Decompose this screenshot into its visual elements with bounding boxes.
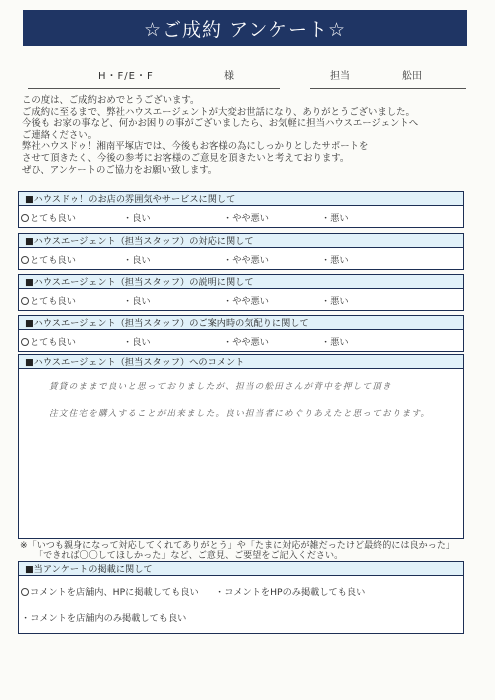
- intro-text: [22, 95, 472, 176]
- comment-note-line: 「できれば〇〇してほしかった」など、ご意見、ご要望をご記入ください。: [34, 551, 344, 561]
- selected-circle-icon: [21, 214, 29, 222]
- staff-name: 舩田: [402, 71, 422, 82]
- section-staff-response-options: [18, 248, 464, 270]
- selected-circle-icon: [21, 297, 29, 305]
- section-staff-attention-options: [18, 330, 464, 352]
- section-staff-explanation-options: [18, 289, 464, 311]
- intro-line: させて頂きたく、今後の参考にお客様のご意見を頂きたいと考えております。: [22, 152, 350, 164]
- customer-name: H・F/E・F: [98, 71, 154, 82]
- rating-option-bad[interactable]: ・悪い: [321, 337, 349, 348]
- rating-option-bad[interactable]: ・悪い: [321, 255, 349, 266]
- comment-heading: ■ハウスエージェント（担当スタッフ）へのコメント: [18, 354, 464, 369]
- publication-heading: ■当アンケートの掲載に関して: [18, 561, 464, 576]
- handwritten-comment-line: 注文住宅を購入することが出来ました。良い担当者にめぐりあえたと思っております。: [49, 409, 431, 419]
- rating-option-very-good[interactable]: とても良い: [21, 252, 76, 266]
- comment-box[interactable]: [18, 369, 464, 539]
- comment-note-line: ※「いつも親身になって対応してくれてありがとう」や「たまに対応が雑だったけど最終的には良かった」: [20, 541, 456, 551]
- rating-option-somewhat-bad[interactable]: ・やや悪い: [223, 255, 269, 266]
- publication-option-hp-only[interactable]: ・コメントをHPのみ掲載しても良い: [215, 587, 366, 598]
- section-store-atmosphere-heading: ■ハウスドゥ！のお店の雰囲気やサービスに関して: [18, 191, 464, 206]
- rating-option-somewhat-bad[interactable]: ・やや悪い: [223, 337, 269, 348]
- customer-honorific: 様: [224, 71, 234, 82]
- customer-name-line: [28, 70, 280, 89]
- section-staff-attention-heading: ■ハウスエージェント（担当スタッフ）のご案内時の気配りに関して: [18, 315, 464, 330]
- intro-line: ぜひ、アンケートのご協力をお願い致します。: [22, 164, 218, 176]
- publication-options: [18, 576, 464, 634]
- rating-option-good[interactable]: ・良い: [123, 255, 151, 266]
- survey-title: ☆ご成約 アンケート☆: [23, 10, 467, 46]
- selected-circle-icon: [21, 338, 29, 346]
- publication-option-store-and-hp[interactable]: コメントを店舗内、HPに掲載しても良い: [21, 584, 199, 598]
- section-staff-explanation-heading: ■ハウスエージェント（担当スタッフ）の説明に関して: [18, 274, 464, 289]
- rating-option-good[interactable]: ・良い: [123, 296, 151, 307]
- staff-line: [310, 70, 466, 89]
- rating-option-good[interactable]: ・良い: [123, 213, 151, 224]
- handwritten-comment-line: 賃貸のままで良いと思っておりましたが、担当の舩田さんが背中を押して頂き: [49, 382, 392, 392]
- rating-option-somewhat-bad[interactable]: ・やや悪い: [223, 296, 269, 307]
- rating-option-bad[interactable]: ・悪い: [321, 213, 349, 224]
- section-store-atmosphere-options: [18, 206, 464, 228]
- intro-line: 弊社ハウスドゥ！湘南平塚店では、今後もお客様の為にしっかりとしたサポートを: [22, 141, 369, 153]
- publication-option-store-only[interactable]: ・コメントを店舗内のみ掲載しても良い: [21, 613, 187, 624]
- intro-line: ご成約に至るまで、弊社ハウスエージェントが大変お世話になり、ありがとうございました。: [22, 106, 415, 118]
- rating-option-very-good[interactable]: とても良い: [21, 293, 76, 307]
- section-staff-response-heading: ■ハウスエージェント（担当スタッフ）の対応に関して: [18, 233, 464, 248]
- intro-line: この度は、ご成約おめでとうございます。: [22, 95, 200, 106]
- rating-option-somewhat-bad[interactable]: ・やや悪い: [223, 213, 269, 224]
- intro-line: 今後も お家の事など、何かお困りの事がございましたら、お気軽に担当ハウスエージェントへ: [22, 118, 419, 130]
- rating-option-bad[interactable]: ・悪い: [321, 296, 349, 307]
- selected-circle-icon: [21, 588, 29, 596]
- selected-circle-icon: [21, 256, 29, 264]
- rating-option-good[interactable]: ・良い: [123, 337, 151, 348]
- staff-label: 担当: [330, 71, 350, 82]
- rating-option-very-good[interactable]: とても良い: [21, 334, 76, 348]
- rating-option-very-good[interactable]: とても良い: [21, 210, 76, 224]
- intro-line: ご連絡ください。: [22, 129, 98, 141]
